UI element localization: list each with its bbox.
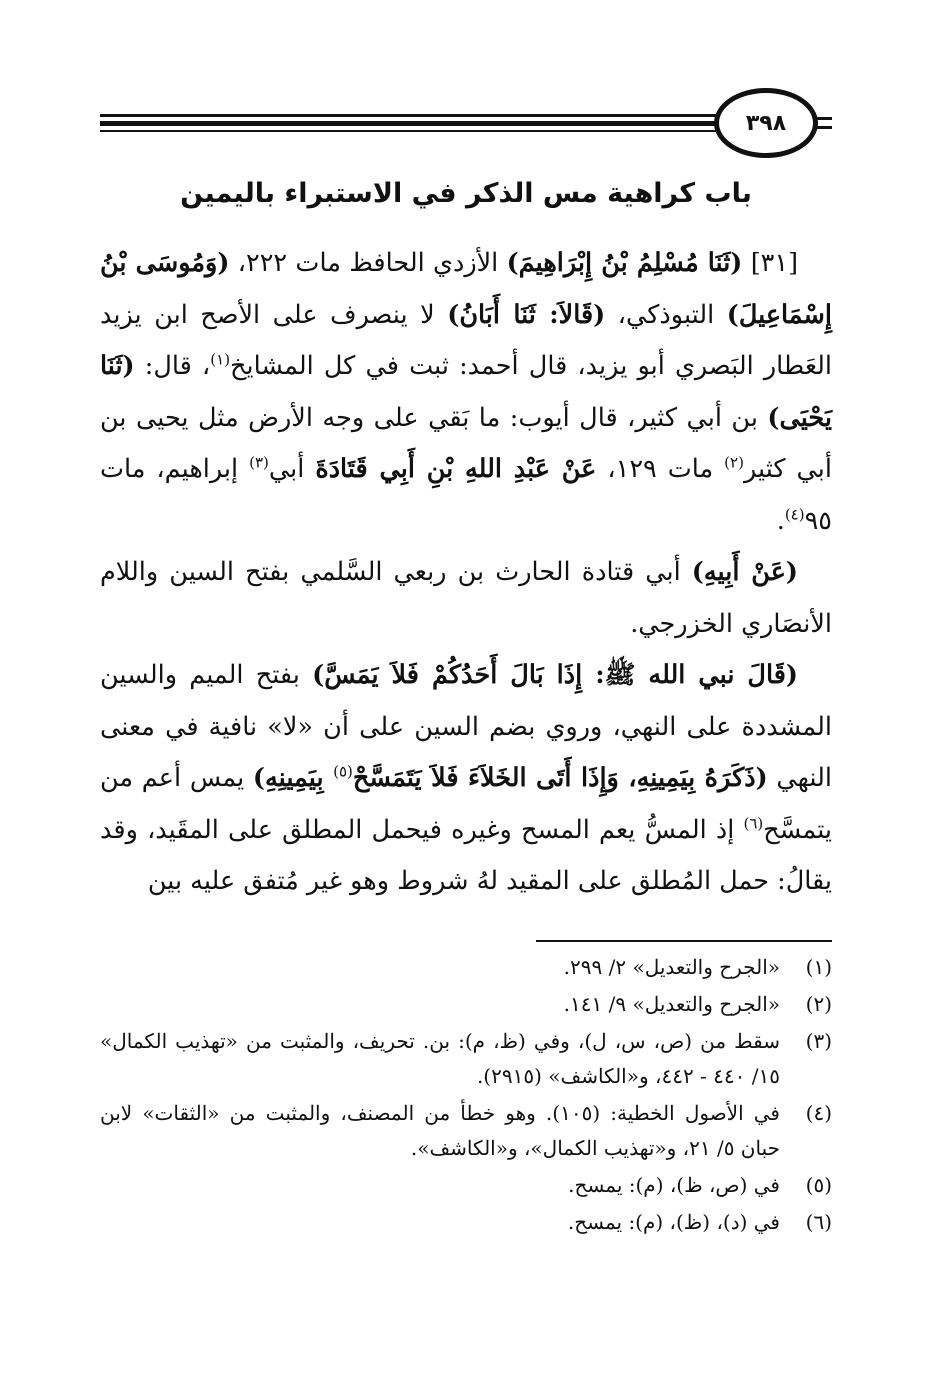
footnote-ref: (٣) <box>249 453 269 472</box>
footnote-text: في الأصول الخطية: (١٠٥). وهو خطأ من المصنف، والمثبت من «الثقات» لابن حبان ٥/ ٢١، و«تهذيب الكمال»، و«الكاشف». <box>100 1101 780 1160</box>
commentary-text: ، قال: <box>134 351 211 381</box>
hadith-text: بِيَمِينِهِ) <box>252 763 334 793</box>
footnote <box>100 950 832 985</box>
header-rule <box>100 121 740 126</box>
footnote-separator <box>536 940 832 942</box>
hadith-text: (عَنْ أَبِيهِ) <box>691 557 798 587</box>
commentary-text: لا ينصرف على الأصح ابن يزيد العَطار البَصري أبو يزيد، قال أحمد: ثبت في كل المشايخ <box>100 299 832 381</box>
commentary-text: أبي <box>268 454 316 484</box>
footnote-number: (٤) <box>805 1101 832 1125</box>
commentary-text: التبوذكي، <box>605 299 727 330</box>
commentary-text: مات ١٢٩، <box>596 454 725 484</box>
commentary-text: أبي قتادة الحارث بن ربعي السَّلمي بفتح السين واللام الأنصَاري الخزرجي. <box>100 557 832 639</box>
page-header <box>100 88 832 166</box>
commentary-text: [٣١] <box>742 248 799 278</box>
footnote <box>100 1024 832 1094</box>
hadith-text: (قَالَ نبي الله ﷺ: إِذَا بَالَ أَحَدُكُمْ فَلاَ يَمَسَّ) <box>312 660 798 690</box>
hadith-text: عَنْ عَبْدِ اللهِ بْنِ أَبِي قَتَادَةَ <box>315 454 597 484</box>
commentary-text: الأزدي الحافظ مات ٢٢٢، <box>229 248 507 278</box>
paragraph <box>100 547 832 650</box>
chapter-title: باب كراهية مس الذكر في الاستبراء باليمين <box>180 178 752 209</box>
hadith-text: (وَمُوسَى بْنُ إِسْمَاعِيلَ) <box>100 248 832 330</box>
footnote-text: في (د)، (ظ)، (م): يمسح. <box>567 1210 780 1234</box>
paragraph <box>100 238 832 547</box>
hadith-text: (قَالاَ: ثَنَا أَبَانُ) <box>447 299 606 330</box>
commentary-text: إبراهيم، مات ٩٥ <box>100 454 832 536</box>
footnotes <box>100 950 832 1242</box>
footnote-number: (٣) <box>805 1029 832 1053</box>
footnote <box>100 1096 832 1166</box>
footnote-number: (٥) <box>805 1173 832 1197</box>
hadith-text: (ثَنَا يَحْيَى) <box>100 351 832 433</box>
header-rule <box>100 114 740 117</box>
footnote <box>100 987 832 1022</box>
footnote-ref: (٤) <box>784 505 805 523</box>
paragraph <box>100 650 832 908</box>
header-rule <box>100 130 740 132</box>
footnote-ref: (٦) <box>743 814 764 832</box>
footnote <box>100 1168 832 1203</box>
footnote-number: (٦) <box>805 1210 832 1234</box>
commentary-text: . <box>776 505 785 536</box>
footnote-text: «الجرح والتعديل» ٢/ ٢٩٩. <box>563 955 780 979</box>
commentary-text: بن أبي كثير، قال أيوب: ما بَقي على وجه الأرض مثل يحيى بن أبي كثير <box>100 402 832 484</box>
footnote-text: «الجرح والتعديل» ٩/ ١٤١. <box>563 992 780 1016</box>
hadith-text: (ذَكَرَهُ بِيَمِينِهِ، وَإِذَا أَتَى الخَلاَءَ فَلاَ يَتَمَسَّحْ <box>352 763 768 793</box>
commentary-text: بفتح الميم والسين المشددة على النهي، وروي بضم السين على أن «لا» نافية في معنى النهي <box>100 660 832 793</box>
main-text <box>100 238 832 908</box>
footnote-number: (١) <box>805 955 832 979</box>
commentary-text: إذ المسُّ يعم المسح وغيره فيحمل المطلق على المقَيد، وقد يقالُ: حمل المُطلق على المقيد لهُ شروط وهو غير مُتفق عليه بين <box>100 814 832 896</box>
page-number: ٣٩٨ <box>714 88 818 158</box>
footnote-ref: (٥) <box>333 762 353 781</box>
footnote-ref: (١) <box>210 350 231 369</box>
footnote-text: سقط من (ص، س، ل)، وفي (ظ، م): بن. تحريف، والمثبت من «تهذيب الكمال» ١٥/ ٤٤٠ - ٤٤٢، و«الكاشف» (٢٩١٥). <box>100 1029 780 1088</box>
footnote-ref: (٢) <box>724 453 744 472</box>
footnote <box>100 1205 832 1240</box>
footnote-number: (٢) <box>805 992 832 1016</box>
footnote-text: في (ص، ظ)، (م): يمسح. <box>568 1173 780 1197</box>
commentary-text: يمس أعم من يتمسَّح <box>100 763 832 845</box>
hadith-text: (ثَنَا مُسْلِمُ بْنُ إِبْرَاهِيمَ) <box>506 248 743 278</box>
